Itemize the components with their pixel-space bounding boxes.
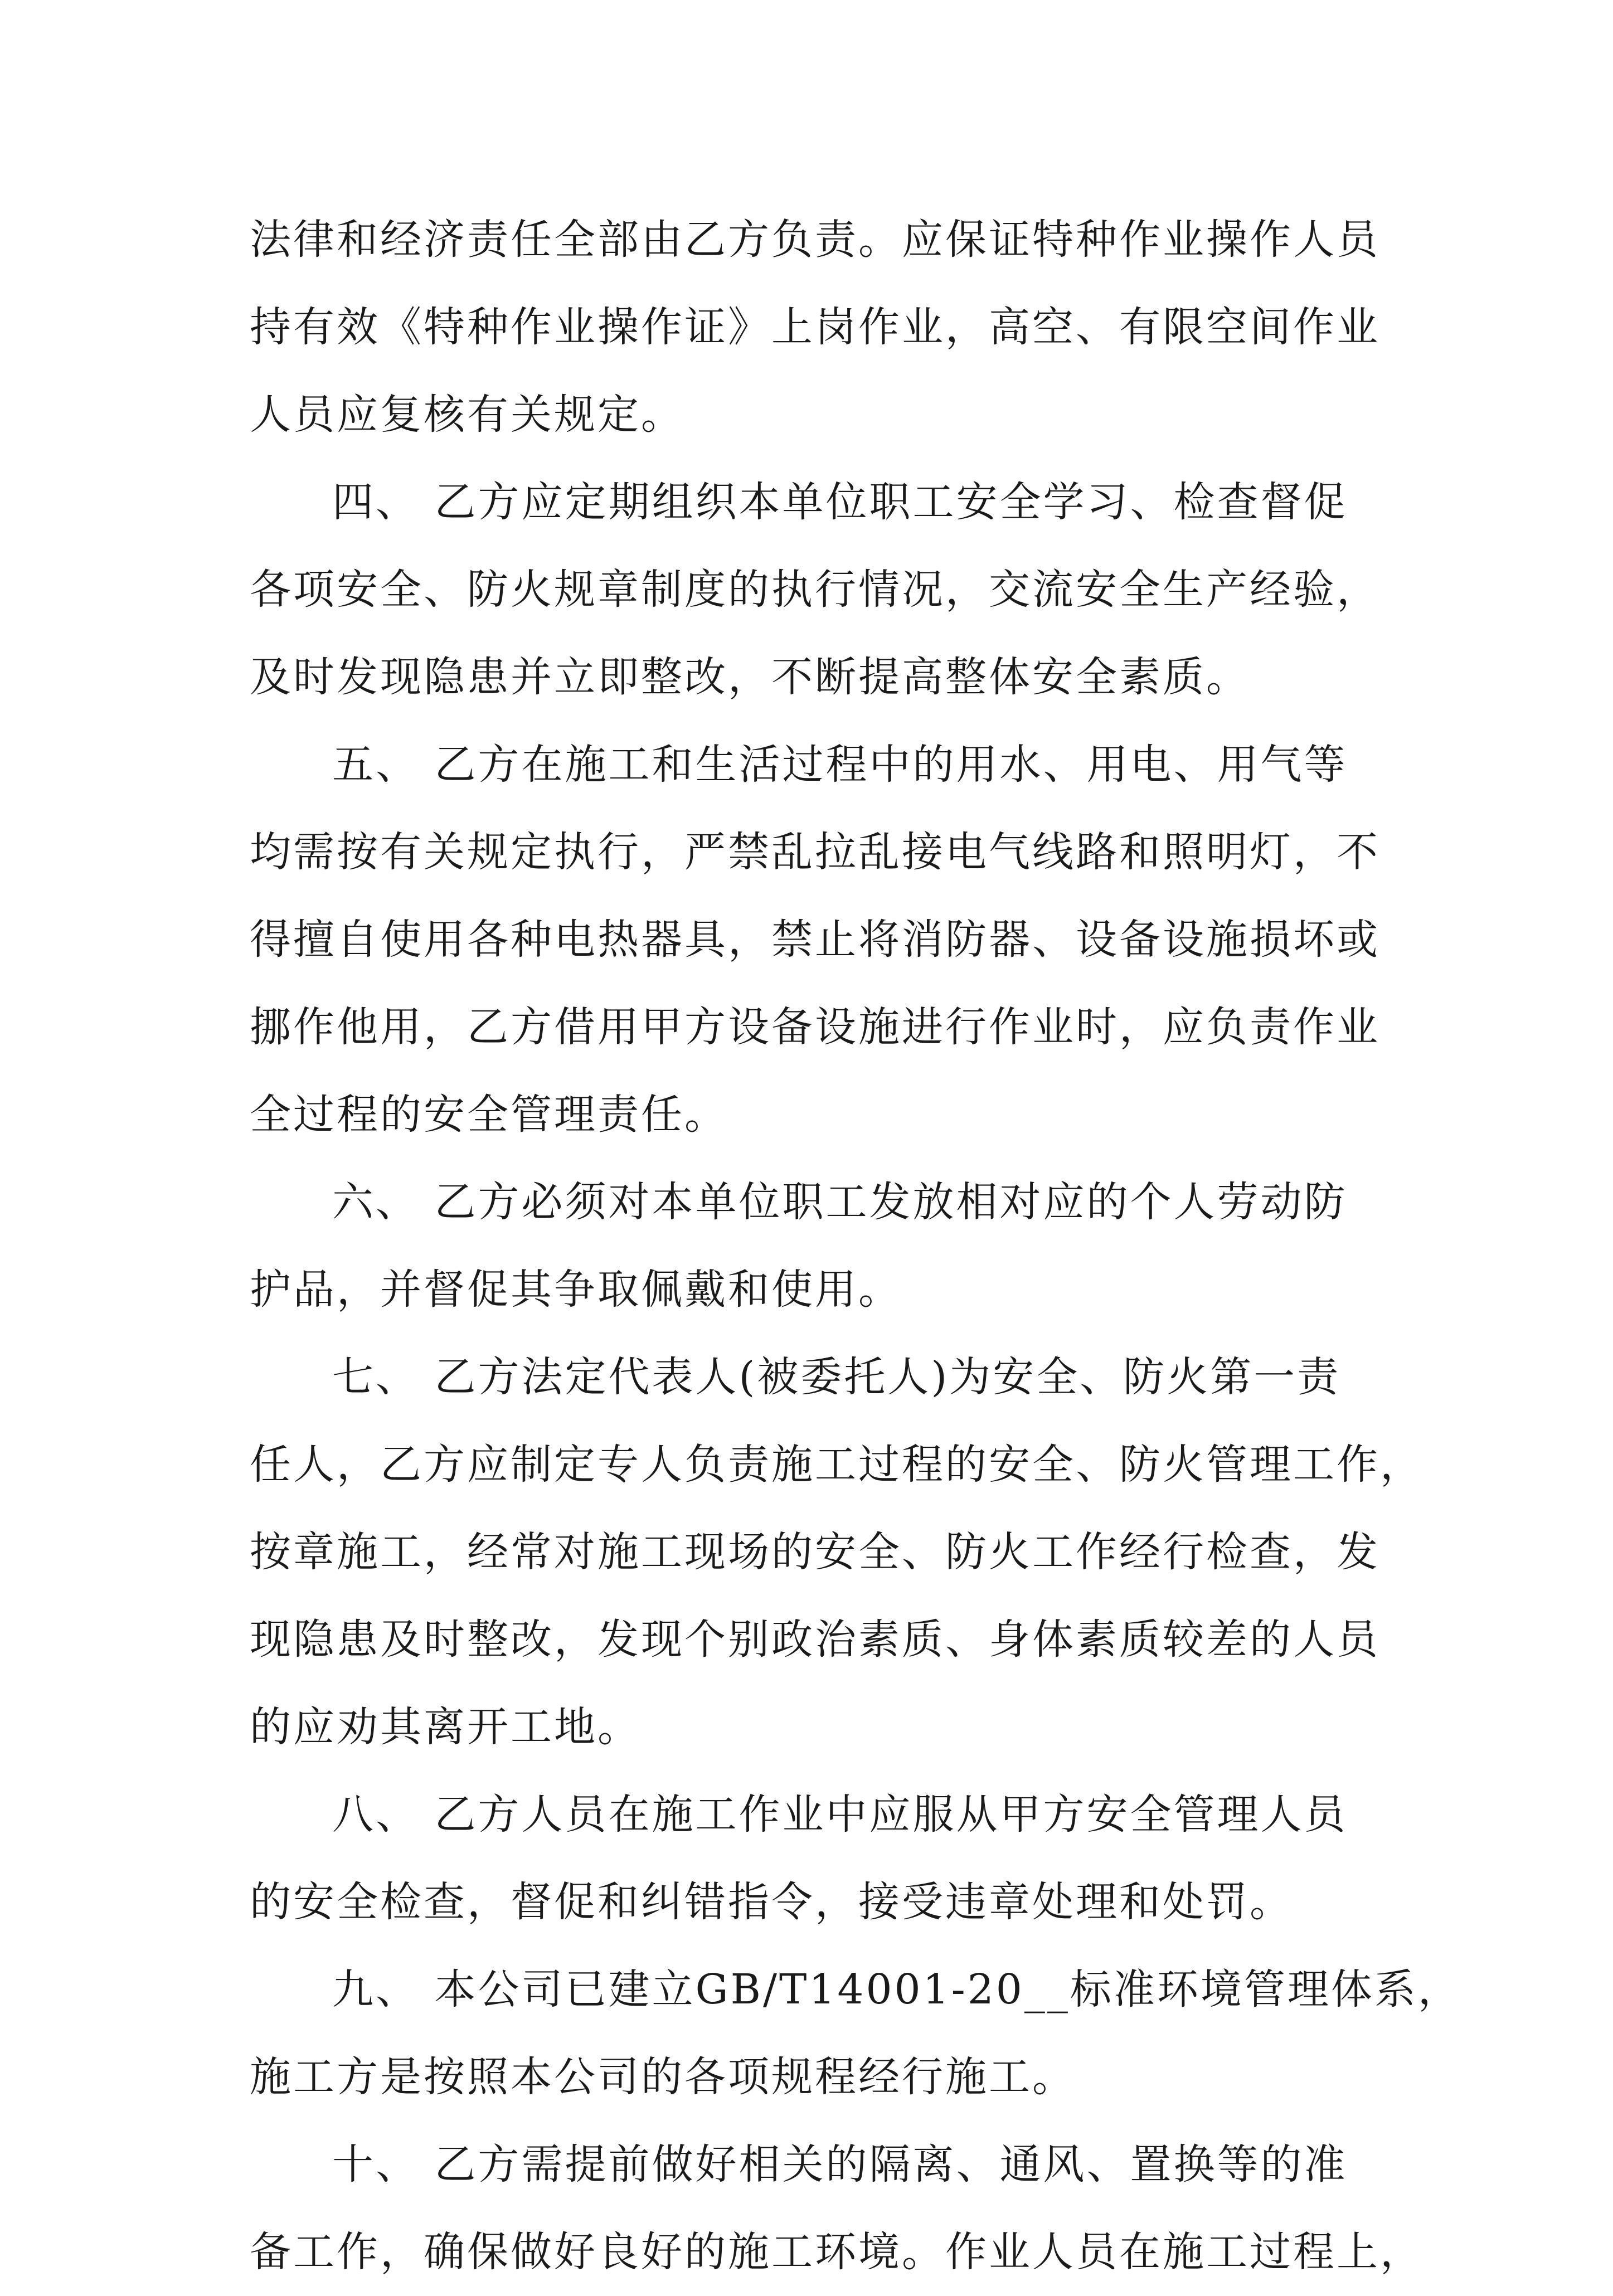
text-line: 施工方是按照本公司的各项规程经行施工。 [250, 2053, 1076, 2101]
text-line: 备工作，确保做好良好的施工环境。作业人员在施工过程上， [250, 2228, 1423, 2276]
paragraph-nine-start: 九、 本公司已建立GB/T14001-20__标准环境管理体系， [332, 1966, 1461, 2013]
text-line: 全过程的安全管理责任。 [250, 1091, 728, 1139]
text-line: 法律和经济责任全部由乙方负责。应保证特种作业操作人员 [250, 216, 1380, 264]
paragraph-ten-start: 十、 乙方需提前做好相关的隔离、通风、置换等的准 [332, 2141, 1348, 2188]
text-line: 人员应复核有关规定。 [250, 391, 684, 439]
text-line: 挪作他用，乙方借用甲方设备设施进行作业时，应负责作业 [250, 1003, 1380, 1051]
document-body [250, 196, 1461, 2296]
text-line: 及时发现隐患并立即整改，不断提高整体安全素质。 [250, 653, 1250, 701]
paragraph-seven-start: 七、 乙方法定代表人(被委托人)为安全、防火第一责 [332, 1353, 1341, 1401]
text-line: 持有效《特种作业操作证》上岗作业，高空、有限空间作业 [250, 303, 1380, 351]
paragraph-eight-start: 八、 乙方人员在施工作业中应服从甲方安全管理人员 [332, 1791, 1348, 1838]
paragraph-five-start: 五、 乙方在施工和生活过程中的用水、用电、用气等 [332, 741, 1348, 789]
text-line: 得擅自使用各种电热器具，禁止将消防器、设备设施损坏或 [250, 916, 1380, 964]
text-line: 护品，并督促其争取佩戴和使用。 [250, 1266, 902, 1314]
text-line: 各项安全、防火规章制度的执行情况，交流安全生产经验， [250, 566, 1380, 614]
text-line: 任人，乙方应制定专人负责施工过程的安全、防火管理工作， [250, 1441, 1423, 1488]
text-line: 均需按有关规定执行，严禁乱拉乱接电气线路和照明灯，不 [250, 828, 1380, 876]
paragraph-four-start: 四、 乙方应定期组织本单位职工安全学习、检查督促 [332, 478, 1348, 526]
text-line: 现隐患及时整改，发现个别政治素质、身体素质较差的人员 [250, 1616, 1380, 1663]
paragraph-six-start: 六、 乙方必须对本单位职工发放相对应的个人劳动防 [332, 1178, 1348, 1226]
text-line: 按章施工，经常对施工现场的安全、防火工作经行检查，发 [250, 1528, 1380, 1576]
text-line: 的应劝其离开工地。 [250, 1703, 641, 1751]
text-line: 的安全检查，督促和纠错指令，接受违章处理和处罚。 [250, 1878, 1293, 1926]
